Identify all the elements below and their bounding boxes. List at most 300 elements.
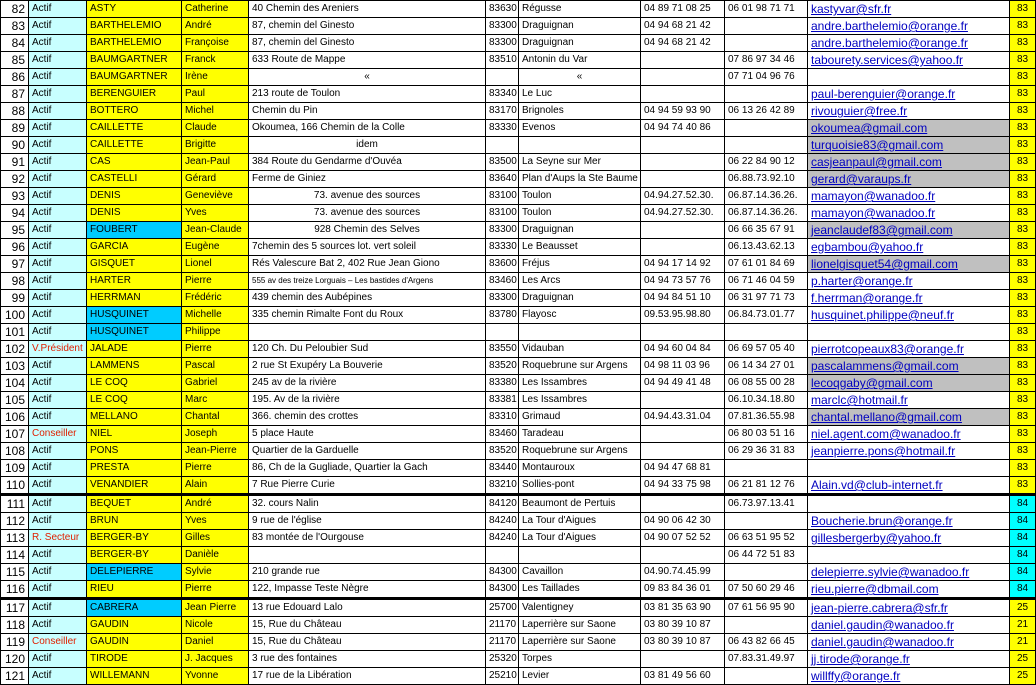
table-row <box>1 86 1036 103</box>
row-number: 92 <box>1 171 29 188</box>
lastname-cell: BAUMGARTNER <box>87 69 182 86</box>
lastname-cell: WILLEMANN <box>87 668 182 685</box>
row-number: 114 <box>1 547 29 564</box>
mobile-cell <box>725 86 808 103</box>
email-cell[interactable]: husquinet.philippe@neuf.fr <box>808 307 1010 324</box>
firstname-cell: Jean-Pierre <box>182 443 249 460</box>
phone-cell: 04.94.27.52.30. <box>641 188 725 205</box>
address-cell <box>249 547 486 564</box>
mobile-cell: 06.10.34.18.80 <box>725 392 808 409</box>
lastname-cell: LE COQ <box>87 375 182 392</box>
email-cell[interactable]: lionelgisquet54@gmail.com <box>808 256 1010 273</box>
email-cell[interactable]: pierrotcopeaux83@orange.fr <box>808 341 1010 358</box>
firstname-cell: Nicole <box>182 617 249 634</box>
firstname-cell: Gilles <box>182 530 249 547</box>
city-cell: Vidauban <box>519 341 641 358</box>
table-row <box>1 35 1036 52</box>
email-cell[interactable]: lecoqgaby@gmail.com <box>808 375 1010 392</box>
table-row <box>1 392 1036 409</box>
firstname-cell: Paul <box>182 86 249 103</box>
email-cell[interactable]: gerard@varaups.fr <box>808 171 1010 188</box>
status-cell: Actif <box>29 222 87 239</box>
lastname-cell: CAS <box>87 154 182 171</box>
city-cell <box>519 137 641 154</box>
email-cell[interactable]: niel.agent.com@wanadoo.fr <box>808 426 1010 443</box>
status-cell: R. Secteur <box>29 530 87 547</box>
status-cell: Actif <box>29 375 87 392</box>
firstname-cell: Yves <box>182 513 249 530</box>
department-cell: 83 <box>1010 188 1036 205</box>
address-cell: 83 montée de l'Ourgouse <box>249 530 486 547</box>
city-cell: Les Issambres <box>519 392 641 409</box>
table-row <box>1 18 1036 35</box>
email-cell[interactable]: f.herrman@orange.fr <box>808 290 1010 307</box>
mobile-cell <box>725 460 808 477</box>
email-cell[interactable]: jeanpierre.pons@hotmail.fr <box>808 443 1010 460</box>
email-cell <box>808 460 1010 477</box>
status-cell: Actif <box>29 290 87 307</box>
address-cell: 13 rue Edouard Lalo <box>249 599 486 617</box>
phone-cell: 04 90 06 42 30 <box>641 513 725 530</box>
department-cell: 84 <box>1010 581 1036 599</box>
row-number: 93 <box>1 188 29 205</box>
table-row <box>1 547 1036 564</box>
city-cell: Les Issambres <box>519 375 641 392</box>
firstname-cell: André <box>182 495 249 513</box>
firstname-cell: Michelle <box>182 307 249 324</box>
mobile-cell: 07 71 04 96 76 <box>725 69 808 86</box>
email-cell[interactable]: Boucherie.brun@orange.fr <box>808 513 1010 530</box>
firstname-cell: Daniel <box>182 634 249 651</box>
status-cell: Actif <box>29 443 87 460</box>
address-cell: 40 Chemin des Areniers <box>249 1 486 18</box>
phone-cell <box>641 69 725 86</box>
lastname-cell: LAMMENS <box>87 358 182 375</box>
postcode-cell: 83510 <box>486 52 519 69</box>
firstname-cell: Pascal <box>182 358 249 375</box>
lastname-cell: BAUMGARTNER <box>87 52 182 69</box>
department-cell: 83 <box>1010 86 1036 103</box>
phone-cell <box>641 426 725 443</box>
row-number: 94 <box>1 205 29 222</box>
phone-cell: 04 94 17 14 92 <box>641 256 725 273</box>
email-cell[interactable]: jeanclaudef83@gmail.com <box>808 222 1010 239</box>
email-cell[interactable]: egbambou@yahoo.fr <box>808 239 1010 256</box>
postcode-cell: 25700 <box>486 599 519 617</box>
address-cell <box>249 324 486 341</box>
city-cell: Sollies-pont <box>519 477 641 495</box>
row-number: 113 <box>1 530 29 547</box>
mobile-cell: 07 86 97 34 46 <box>725 52 808 69</box>
email-cell[interactable]: andre.barthelemio@orange.fr <box>808 35 1010 52</box>
address-cell: 213 route de Toulon <box>249 86 486 103</box>
lastname-cell: ASTY <box>87 1 182 18</box>
city-cell: Draguignan <box>519 35 641 52</box>
mobile-cell <box>725 513 808 530</box>
lastname-cell: BERENGUIER <box>87 86 182 103</box>
email-cell[interactable]: pascalammens@gmail.com <box>808 358 1010 375</box>
postcode-cell <box>486 547 519 564</box>
firstname-cell: Yvonne <box>182 668 249 685</box>
status-cell: Actif <box>29 273 87 290</box>
postcode-cell: 83500 <box>486 154 519 171</box>
status-cell: Actif <box>29 392 87 409</box>
mobile-cell <box>725 35 808 52</box>
phone-cell <box>641 52 725 69</box>
lastname-cell: BRUN <box>87 513 182 530</box>
lastname-cell: DELEPIERRE <box>87 564 182 581</box>
mobile-cell <box>725 564 808 581</box>
address-cell: Chemin du Pin <box>249 103 486 120</box>
status-cell: Actif <box>29 52 87 69</box>
status-cell: Actif <box>29 18 87 35</box>
city-cell <box>519 324 641 341</box>
city-cell: Levier <box>519 668 641 685</box>
address-cell: 245 av de la rivière <box>249 375 486 392</box>
table-row <box>1 103 1036 120</box>
postcode-cell: 83460 <box>486 426 519 443</box>
city-cell: Montauroux <box>519 460 641 477</box>
firstname-cell: J. Jacques <box>182 651 249 668</box>
address-cell: 120 Ch. Du Peloubier Sud <box>249 341 486 358</box>
lastname-cell: BOTTERO <box>87 103 182 120</box>
postcode-cell: 83630 <box>486 1 519 18</box>
department-cell: 83 <box>1010 341 1036 358</box>
status-cell: V.Président <box>29 341 87 358</box>
email-cell[interactable]: daniel.gaudin@wanadoo.fr <box>808 634 1010 651</box>
status-cell: Actif <box>29 35 87 52</box>
firstname-cell: Gérard <box>182 171 249 188</box>
row-number: 115 <box>1 564 29 581</box>
email-cell[interactable]: willffy@orange.fr <box>808 668 1010 685</box>
phone-cell: 09.53.95.98.80 <box>641 307 725 324</box>
email-cell[interactable]: jean-pierre.cabrera@sfr.fr <box>808 599 1010 617</box>
row-number: 89 <box>1 120 29 137</box>
table-row <box>1 120 1036 137</box>
address-cell: Quartier de la Garduelle <box>249 443 486 460</box>
status-cell: Actif <box>29 668 87 685</box>
postcode-cell: 83600 <box>486 256 519 273</box>
department-cell: 83 <box>1010 137 1036 154</box>
lastname-cell: BEQUET <box>87 495 182 513</box>
department-cell: 84 <box>1010 547 1036 564</box>
phone-cell <box>641 222 725 239</box>
table-row <box>1 564 1036 581</box>
postcode-cell: 25320 <box>486 651 519 668</box>
row-number: 91 <box>1 154 29 171</box>
city-cell: La Seyne sur Mer <box>519 154 641 171</box>
table-row <box>1 171 1036 188</box>
address-cell: 384 Route du Gendarme d'Ouvéa <box>249 154 486 171</box>
postcode-cell: 83340 <box>486 86 519 103</box>
firstname-cell: Frédéric <box>182 290 249 307</box>
email-cell[interactable]: paul-berenguier@orange.fr <box>808 86 1010 103</box>
department-cell: 83 <box>1010 307 1036 324</box>
status-cell: Actif <box>29 307 87 324</box>
lastname-cell: BERGER-BY <box>87 530 182 547</box>
firstname-cell: Pierre <box>182 273 249 290</box>
postcode-cell: 84240 <box>486 530 519 547</box>
postcode-cell: 83210 <box>486 477 519 495</box>
lastname-cell: RIEU <box>87 581 182 599</box>
table-row <box>1 239 1036 256</box>
city-cell: Les Taillades <box>519 581 641 599</box>
mobile-cell: 06 43 82 66 45 <box>725 634 808 651</box>
firstname-cell: Franck <box>182 52 249 69</box>
email-cell[interactable]: tabourety.services@yahoo.fr <box>808 52 1010 69</box>
table-row <box>1 409 1036 426</box>
mobile-cell <box>725 120 808 137</box>
lastname-cell: NIEL <box>87 426 182 443</box>
email-cell[interactable]: rivouguier@free.fr <box>808 103 1010 120</box>
phone-cell <box>641 86 725 103</box>
city-cell: Brignoles <box>519 103 641 120</box>
row-number: 109 <box>1 460 29 477</box>
lastname-cell: BERGER-BY <box>87 547 182 564</box>
city-cell: « <box>519 69 641 86</box>
table-row <box>1 358 1036 375</box>
firstname-cell: Françoise <box>182 35 249 52</box>
row-number: 85 <box>1 52 29 69</box>
phone-cell: 04 94 47 68 81 <box>641 460 725 477</box>
postcode-cell: 25210 <box>486 668 519 685</box>
table-row <box>1 530 1036 547</box>
postcode-cell: 83330 <box>486 239 519 256</box>
row-number: 107 <box>1 426 29 443</box>
phone-cell: 04.94.43.31.04 <box>641 409 725 426</box>
city-cell: La Tour d'Aigues <box>519 513 641 530</box>
mobile-cell: 06 21 81 12 76 <box>725 477 808 495</box>
firstname-cell: Philippe <box>182 324 249 341</box>
table-row <box>1 137 1036 154</box>
row-number: 86 <box>1 69 29 86</box>
email-cell[interactable]: delepierre.sylvie@wanadoo.fr <box>808 564 1010 581</box>
table-row <box>1 426 1036 443</box>
status-cell: Actif <box>29 513 87 530</box>
postcode-cell: 83330 <box>486 120 519 137</box>
email-cell <box>808 547 1010 564</box>
department-cell: 83 <box>1010 392 1036 409</box>
row-number: 104 <box>1 375 29 392</box>
status-cell: Conseiller <box>29 634 87 651</box>
address-cell: Rés Valescure Bat 2, 402 Rue Jean Giono <box>249 256 486 273</box>
phone-cell: 04 90 07 52 52 <box>641 530 725 547</box>
table-row <box>1 188 1036 205</box>
table-row <box>1 634 1036 651</box>
email-cell[interactable]: okoumea@gmail.com <box>808 120 1010 137</box>
row-number: 111 <box>1 495 29 513</box>
table-row <box>1 341 1036 358</box>
department-cell: 25 <box>1010 668 1036 685</box>
firstname-cell: Pierre <box>182 460 249 477</box>
status-cell: Actif <box>29 137 87 154</box>
email-cell[interactable]: marclc@hotmail.fr <box>808 392 1010 409</box>
department-cell: 83 <box>1010 273 1036 290</box>
firstname-cell: Danièle <box>182 547 249 564</box>
lastname-cell: GISQUET <box>87 256 182 273</box>
table-row <box>1 273 1036 290</box>
firstname-cell: Catherine <box>182 1 249 18</box>
lastname-cell: DENIS <box>87 205 182 222</box>
mobile-cell <box>725 137 808 154</box>
phone-cell <box>641 171 725 188</box>
lastname-cell: TIRODE <box>87 651 182 668</box>
postcode-cell <box>486 137 519 154</box>
address-cell: 195. Av de la rivière <box>249 392 486 409</box>
postcode-cell: 21170 <box>486 634 519 651</box>
postcode-cell: 83100 <box>486 188 519 205</box>
lastname-cell: CABRERA <box>87 599 182 617</box>
email-cell[interactable]: p.harter@orange.fr <box>808 273 1010 290</box>
lastname-cell: CAILLETTE <box>87 137 182 154</box>
status-cell: Actif <box>29 1 87 18</box>
mobile-cell: 06 71 46 04 59 <box>725 273 808 290</box>
lastname-cell: CASTELLI <box>87 171 182 188</box>
phone-cell: 04 89 71 08 25 <box>641 1 725 18</box>
lastname-cell: HUSQUINET <box>87 324 182 341</box>
email-cell[interactable]: andre.barthelemio@orange.fr <box>808 18 1010 35</box>
department-cell: 83 <box>1010 375 1036 392</box>
row-number: 90 <box>1 137 29 154</box>
firstname-cell: Joseph <box>182 426 249 443</box>
lastname-cell: CAILLETTE <box>87 120 182 137</box>
table-row <box>1 222 1036 239</box>
firstname-cell: Jean Pierre <box>182 599 249 617</box>
status-cell: Actif <box>29 205 87 222</box>
table-row <box>1 599 1036 617</box>
phone-cell: 04 94 60 04 84 <box>641 341 725 358</box>
email-cell[interactable]: Alain.vd@club-internet.fr <box>808 477 1010 495</box>
lastname-cell: PRESTA <box>87 460 182 477</box>
mobile-cell: 07 61 56 95 90 <box>725 599 808 617</box>
department-cell: 83 <box>1010 358 1036 375</box>
status-cell: Actif <box>29 460 87 477</box>
city-cell: Grimaud <box>519 409 641 426</box>
table-row <box>1 154 1036 171</box>
firstname-cell: Jean-Claude <box>182 222 249 239</box>
row-number: 99 <box>1 290 29 307</box>
postcode-cell: 83460 <box>486 273 519 290</box>
city-cell: Torpes <box>519 651 641 668</box>
address-cell: 7chemin des 5 sources lot. vert soleil <box>249 239 486 256</box>
status-cell: Actif <box>29 324 87 341</box>
address-cell: 2 rue St Exupéry La Bouverie <box>249 358 486 375</box>
table-row <box>1 256 1036 273</box>
postcode-cell <box>486 324 519 341</box>
row-number: 100 <box>1 307 29 324</box>
row-number: 105 <box>1 392 29 409</box>
department-cell: 84 <box>1010 495 1036 513</box>
city-cell: Toulon <box>519 188 641 205</box>
address-cell: 86, Ch de la Gugliade, Quartier la Gach <box>249 460 486 477</box>
row-number: 101 <box>1 324 29 341</box>
email-cell <box>808 69 1010 86</box>
firstname-cell: Irène <box>182 69 249 86</box>
status-cell: Actif <box>29 120 87 137</box>
postcode-cell: 83780 <box>486 307 519 324</box>
address-cell: 5 place Haute <box>249 426 486 443</box>
city-cell: Toulon <box>519 205 641 222</box>
table-row <box>1 651 1036 668</box>
department-cell: 83 <box>1010 239 1036 256</box>
mobile-cell: 06 44 72 51 83 <box>725 547 808 564</box>
postcode-cell: 83381 <box>486 392 519 409</box>
email-cell[interactable]: chantal.mellano@gmail.com <box>808 409 1010 426</box>
lastname-cell: JALADE <box>87 341 182 358</box>
postcode-cell: 83300 <box>486 18 519 35</box>
lastname-cell: VENANDIER <box>87 477 182 495</box>
email-cell[interactable]: turquoisie83@gmail.com <box>808 137 1010 154</box>
row-number: 112 <box>1 513 29 530</box>
row-number: 96 <box>1 239 29 256</box>
status-cell: Actif <box>29 581 87 599</box>
mobile-cell: 06.73.97.13.41 <box>725 495 808 513</box>
email-cell[interactable]: kastyvar@sfr.fr <box>808 1 1010 18</box>
department-cell: 83 <box>1010 18 1036 35</box>
mobile-cell: 06 66 35 67 91 <box>725 222 808 239</box>
city-cell: Cavaillon <box>519 564 641 581</box>
email-cell[interactable]: rieu.pierre@dbmail.com <box>808 581 1010 599</box>
row-number: 106 <box>1 409 29 426</box>
email-cell[interactable]: mamayon@wanadoo.fr <box>808 188 1010 205</box>
department-cell: 84 <box>1010 564 1036 581</box>
lastname-cell: GARCIA <box>87 239 182 256</box>
address-cell: 32. cours Nalin <box>249 495 486 513</box>
status-cell: Actif <box>29 103 87 120</box>
city-cell: Draguignan <box>519 18 641 35</box>
phone-cell: 04.90.74.45.99 <box>641 564 725 581</box>
firstname-cell: Gabriel <box>182 375 249 392</box>
lastname-cell: LE COQ <box>87 392 182 409</box>
department-cell: 83 <box>1010 120 1036 137</box>
mobile-cell: 07.81.36.55.98 <box>725 409 808 426</box>
postcode-cell: 83380 <box>486 375 519 392</box>
city-cell: Plan d'Aups la Ste Baume <box>519 171 641 188</box>
firstname-cell: André <box>182 18 249 35</box>
email-cell[interactable]: gillesbergerby@yahoo.fr <box>808 530 1010 547</box>
postcode-cell: 83440 <box>486 460 519 477</box>
lastname-cell: BARTHELEMIO <box>87 35 182 52</box>
city-cell: Draguignan <box>519 222 641 239</box>
city-cell: Antonin du Var <box>519 52 641 69</box>
firstname-cell: Yves <box>182 205 249 222</box>
table-row <box>1 52 1036 69</box>
phone-cell: 04 94 68 21 42 <box>641 35 725 52</box>
phone-cell <box>641 443 725 460</box>
email-cell <box>808 495 1010 513</box>
email-cell[interactable]: mamayon@wanadoo.fr <box>808 205 1010 222</box>
table-row <box>1 307 1036 324</box>
postcode-cell: 84120 <box>486 495 519 513</box>
postcode-cell: 83520 <box>486 443 519 460</box>
mobile-cell: 07.83.31.49.97 <box>725 651 808 668</box>
firstname-cell: Sylvie <box>182 564 249 581</box>
mobile-cell: 06 80 03 51 16 <box>725 426 808 443</box>
city-cell: Régusse <box>519 1 641 18</box>
mobile-cell: 06 63 51 95 52 <box>725 530 808 547</box>
email-cell[interactable]: daniel.gaudin@wanadoo.fr <box>808 617 1010 634</box>
city-cell: Flayosc <box>519 307 641 324</box>
mobile-cell: 06 08 55 00 28 <box>725 375 808 392</box>
row-number: 88 <box>1 103 29 120</box>
email-cell[interactable]: casjeanpaul@gmail.com <box>808 154 1010 171</box>
address-cell: 9 rue de l'église <box>249 513 486 530</box>
mobile-cell <box>725 668 808 685</box>
row-number: 84 <box>1 35 29 52</box>
phone-cell: 03 81 35 63 90 <box>641 599 725 617</box>
email-cell[interactable]: jj.tirode@orange.fr <box>808 651 1010 668</box>
department-cell: 83 <box>1010 290 1036 307</box>
